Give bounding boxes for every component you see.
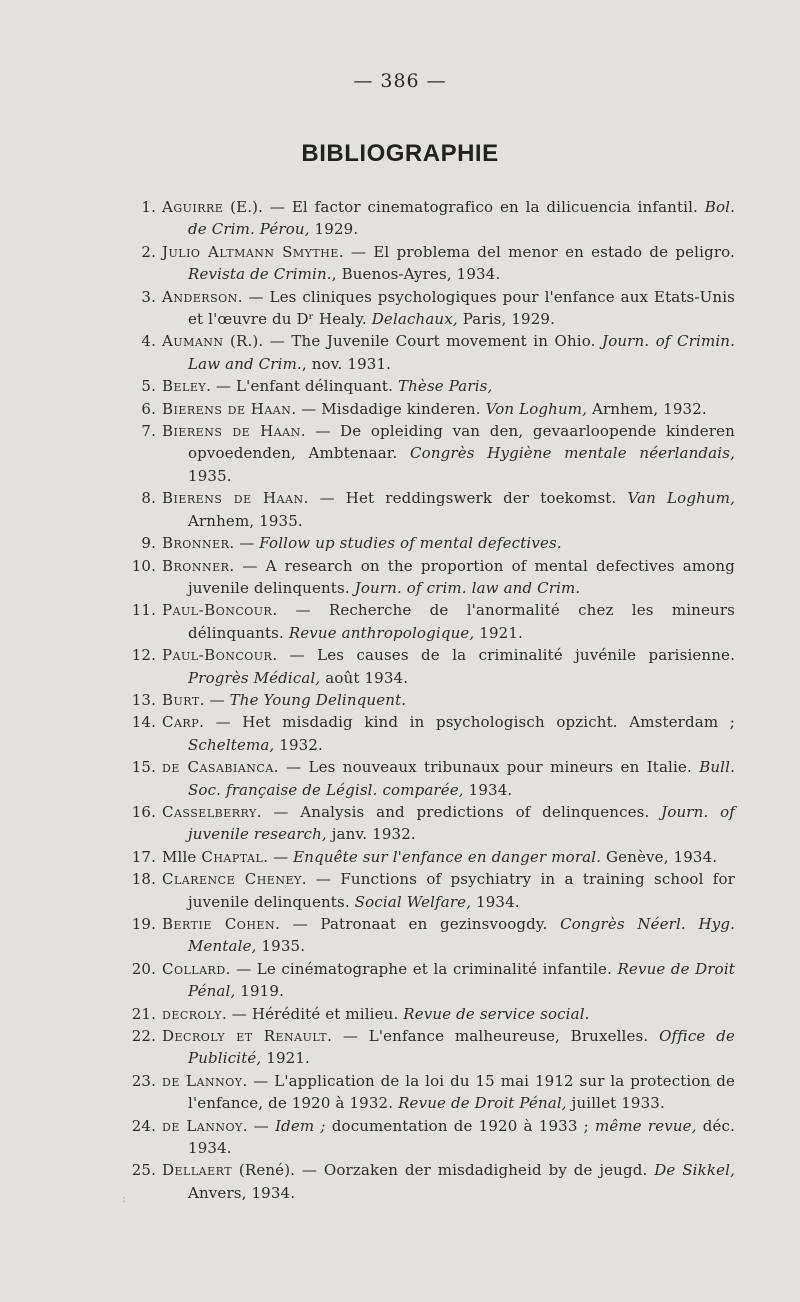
entry-number: 8.	[141, 489, 156, 508]
bibliography-entry	[130, 1025, 735, 1070]
bibliography-entry	[130, 913, 735, 958]
publication-title: Journ. of juvenile research,	[188, 802, 735, 844]
entry-text	[162, 1025, 735, 1070]
margin-mark: :	[122, 1192, 126, 1205]
author-name: Burt	[162, 690, 200, 709]
entry-segment: . — El problema del menor en estado de peligro.	[338, 242, 735, 261]
publication-title: Revue de service social.	[403, 1004, 590, 1023]
page-number: — 386 —	[353, 70, 447, 92]
entry-number: 17.	[131, 847, 156, 866]
entry-segment: 1932.	[274, 735, 323, 754]
bibliography-entry	[130, 1115, 735, 1160]
entry-number: 23.	[131, 1071, 156, 1090]
entry-number: 9.	[141, 534, 156, 553]
entry-text	[162, 1159, 735, 1204]
entry-segment: . — Recherche de l'anormalité chez les mineurs délinquants.	[188, 601, 735, 642]
publication-title: De Sikkel,	[654, 1161, 735, 1180]
entry-segment: . — De opleiding van den, gevaarloopende kinderen opvoedenden, Ambtenaar.	[188, 422, 735, 463]
publication-title: The Young Delinquent.	[229, 690, 407, 709]
entry-text	[162, 711, 735, 756]
entry-number: 21.	[131, 1004, 156, 1023]
publication-title: Revue de Droit Pénal,	[398, 1094, 567, 1113]
entry-text	[162, 958, 735, 1003]
entry-number: 22.	[131, 1027, 156, 1046]
entry-segment: Mlle	[162, 847, 202, 866]
entry-number: 6.	[141, 399, 156, 418]
entry-segment: janv. 1932.	[326, 825, 416, 844]
entry-segment: . — L'application de la loi du 15 mai 1912 sur la protection de l'enfance, de 1920 à 1932.	[188, 1071, 735, 1113]
entry-number: 7.	[141, 422, 156, 441]
bibliography-entry	[130, 487, 735, 532]
bibliography-entry	[130, 286, 735, 331]
entry-number: 24.	[131, 1116, 156, 1135]
entry-segment: . — Les causes de la criminalité juvénile parisienne.	[272, 646, 735, 665]
entry-number: 25.	[131, 1161, 156, 1180]
entry-segment: . — Het reddingswerk der toekomst.	[303, 489, 628, 508]
author-name: Collard	[162, 959, 226, 978]
entry-segment: documentation de 1920 à 1933 ;	[325, 1116, 595, 1135]
entry-segment: Anvers, 1934.	[188, 1183, 296, 1202]
entry-text	[162, 487, 735, 532]
entry-segment: 1921.	[261, 1049, 310, 1068]
entry-text	[162, 286, 735, 331]
author-name: Aguirre	[162, 198, 224, 216]
publication-title: Idem ;	[275, 1116, 326, 1135]
entry-segment: août 1934.	[320, 668, 409, 687]
entry-text	[162, 913, 735, 958]
entry-segment: . —	[263, 847, 294, 866]
entry-text	[162, 801, 735, 846]
entry-text	[162, 241, 735, 286]
bibliography-entry	[130, 599, 735, 644]
publication-title: Office de Publicité,	[188, 1027, 735, 1068]
publication-title: Delachaux,	[371, 310, 458, 329]
entry-segment: . — Analysis and predictions of delinquences.	[256, 802, 662, 821]
entry-number: 2.	[141, 242, 156, 261]
publication-title: Enquête sur l'enfance en danger moral.	[293, 847, 602, 866]
author-name: Bertie Cohen	[162, 915, 276, 933]
entry-segment: 1934.	[471, 892, 520, 911]
entry-text	[162, 330, 735, 375]
entry-number: 1.	[141, 198, 156, 216]
publication-title: Van Loghum,	[627, 489, 735, 508]
bibliography-entry	[130, 689, 735, 711]
author-name: Paul-Boncour	[162, 646, 273, 665]
entry-number: 4.	[141, 332, 156, 351]
publication-title: Thèse Paris,	[397, 377, 493, 396]
publication-title: Revista de Crimin.	[188, 265, 332, 284]
author-name: Anderson	[162, 287, 238, 306]
entry-text	[162, 532, 735, 554]
entry-segment: déc. 1934.	[188, 1116, 736, 1158]
entry-number: 14.	[131, 713, 156, 732]
publication-title: Social Welfare,	[354, 892, 472, 911]
entry-number: 5.	[141, 377, 156, 396]
entry-text	[162, 420, 735, 487]
entry-text	[162, 599, 735, 644]
author-name: Clarence Cheney	[162, 870, 302, 889]
entry-segment: Arnhem, 1935.	[188, 511, 303, 530]
entry-segment: juillet 1933.	[566, 1094, 665, 1113]
entry-text	[162, 1070, 735, 1115]
bibliography-entry	[130, 532, 735, 554]
bibliography-entry	[130, 958, 735, 1003]
entry-segment: . — Les nouveaux tribunaux pour mineurs en Italie.	[273, 758, 700, 777]
author-name: Bierens de Haan	[162, 399, 292, 418]
entry-segment: . — L'enfant délinquant.	[206, 377, 398, 396]
bibliography-entry	[130, 711, 735, 756]
entry-number: 11.	[131, 601, 156, 620]
bibliography-entry	[130, 756, 735, 801]
author-name: Carp	[162, 713, 200, 732]
entry-segment: Genève, 1934.	[601, 847, 718, 866]
entry-segment: . — Het misdadig kind in psychologisch opzicht. Amsterdam ;	[199, 713, 735, 732]
entry-text	[162, 555, 735, 600]
entry-segment: (René). — Oorzaken der misdadigheid by de jeugd.	[232, 1161, 655, 1180]
publication-title: Scheltema,	[188, 735, 275, 754]
entry-text	[162, 196, 735, 241]
entry-segment: . —	[242, 1116, 276, 1135]
entry-text	[162, 398, 735, 420]
entry-segment: , Buenos-Ayres, 1934.	[331, 265, 501, 284]
publication-title: Revue de Droit Pénal,	[188, 959, 735, 1001]
entry-text	[162, 689, 735, 711]
publication-title: Follow up studies of mental defectives.	[259, 534, 562, 553]
author-name: Bronner	[162, 556, 230, 575]
publication-title: Journ. of Crimin. Law and Crim.	[188, 332, 735, 373]
entry-segment: . — Functions of psychiatry in a training school for juvenile delinquents.	[188, 870, 735, 911]
bibliography-entry	[130, 868, 735, 913]
bibliography-entry	[130, 241, 735, 286]
entry-segment: 1934.	[463, 780, 513, 799]
author-name: Dellaert	[162, 1161, 233, 1180]
entry-number: 3.	[141, 287, 156, 306]
author-name: Julio Altmann Smythe	[162, 242, 339, 261]
bibliography-list	[130, 196, 735, 1204]
publication-title: même revue,	[594, 1116, 697, 1135]
entry-segment: . — Le cinématographe et la criminalité infantile.	[225, 959, 618, 978]
page-title: BIBLIOGRAPHIE	[301, 140, 499, 167]
author-name: de Lannoy	[162, 1071, 243, 1090]
entry-number: 12.	[131, 646, 156, 665]
entry-number: 10.	[131, 556, 156, 575]
publication-title: Von Loghum,	[485, 399, 588, 418]
author-name: Beley	[162, 377, 207, 396]
entry-segment: . —	[199, 690, 230, 709]
author-name: Bierens de Haan	[162, 422, 301, 441]
entry-segment: . — Les cliniques psychologiques pour l'enfance aux Etats-Unis et l'œuvre du Dʳ Healy.	[188, 287, 735, 329]
entry-number: 19.	[131, 915, 156, 933]
entry-segment: Arnhem, 1932.	[587, 399, 707, 418]
publication-title: Bull. Soc. française de Législ. comparée,	[188, 758, 735, 799]
entry-text	[162, 1115, 735, 1160]
entry-segment: 1921.	[474, 623, 523, 642]
entry-segment: . — Hérédité et milieu.	[221, 1004, 404, 1023]
entry-number: 16.	[131, 802, 156, 821]
entry-text	[162, 756, 735, 801]
publication-title: Journ. of crim. law and Crim.	[354, 578, 581, 597]
author-name: Paul-Boncour	[162, 601, 273, 620]
bibliography-entry	[130, 644, 735, 689]
bibliography-entry	[130, 555, 735, 600]
entry-text	[162, 1003, 735, 1025]
entry-number: 18.	[131, 870, 156, 889]
entry-text	[162, 375, 735, 397]
publication-title: Progrès Médical,	[188, 668, 321, 687]
entry-segment: . — Misdadige kinderen.	[291, 399, 486, 418]
publication-title: Congrès Néerl. Hyg. Mentale,	[188, 915, 735, 956]
entry-segment: Paris, 1929.	[457, 310, 556, 329]
entry-segment: 1935.	[188, 466, 232, 485]
entry-segment: (E.). — El factor cinematografico en la dilicuencia infantil.	[223, 198, 705, 216]
bibliography-entry	[130, 846, 735, 868]
bibliography-entry	[130, 420, 735, 487]
author-name: Casselberry	[162, 802, 257, 821]
entry-text	[162, 846, 735, 868]
entry-text	[162, 868, 735, 913]
entry-segment: 1935.	[256, 937, 306, 956]
author-name: Decroly et Renault	[162, 1027, 328, 1046]
author-name: de Lannoy	[162, 1116, 243, 1135]
entry-segment: . — Patronaat en gezinsvoogdy.	[275, 915, 561, 933]
publication-title: Revue anthropologique,	[288, 623, 475, 642]
entry-number: 15.	[131, 758, 156, 777]
bibliography-entry	[130, 375, 735, 397]
entry-segment: 1929.	[309, 220, 359, 239]
author-name: Bronner	[162, 534, 230, 553]
author-name: de Casabianca	[162, 758, 274, 777]
author-name: Aumann	[162, 332, 224, 351]
bibliography-entry	[130, 1159, 735, 1204]
entry-number: 13.	[131, 690, 156, 709]
publication-title: Bol. de Crim. Pérou,	[188, 198, 735, 239]
entry-segment: . — L'enfance malheureuse, Bruxelles.	[327, 1027, 660, 1046]
entry-segment: (R.). — The Juvenile Court movement in Ohio.	[223, 332, 603, 351]
bibliography-entry	[130, 1070, 735, 1115]
entry-number: 20.	[131, 959, 156, 978]
publication-title: Congrès Hygiène mentale néerlandais,	[410, 444, 735, 463]
entry-text	[162, 644, 735, 689]
entry-segment: . — A research on the proportion of mental defectives among juvenile delinquents.	[188, 556, 735, 597]
entry-segment: 1919.	[235, 982, 284, 1001]
bibliography-entry	[130, 1003, 735, 1025]
entry-segment: , nov. 1931.	[301, 354, 392, 373]
author-name: Bierens de Haan	[162, 489, 304, 508]
bibliography-entry	[130, 398, 735, 420]
bibliography-entry	[130, 330, 735, 375]
entry-segment: . —	[229, 534, 260, 553]
bibliography-entry	[130, 801, 735, 846]
author-name: Chaptal	[201, 847, 264, 866]
bibliography-entry	[130, 196, 735, 241]
author-name: decroly	[162, 1004, 222, 1023]
